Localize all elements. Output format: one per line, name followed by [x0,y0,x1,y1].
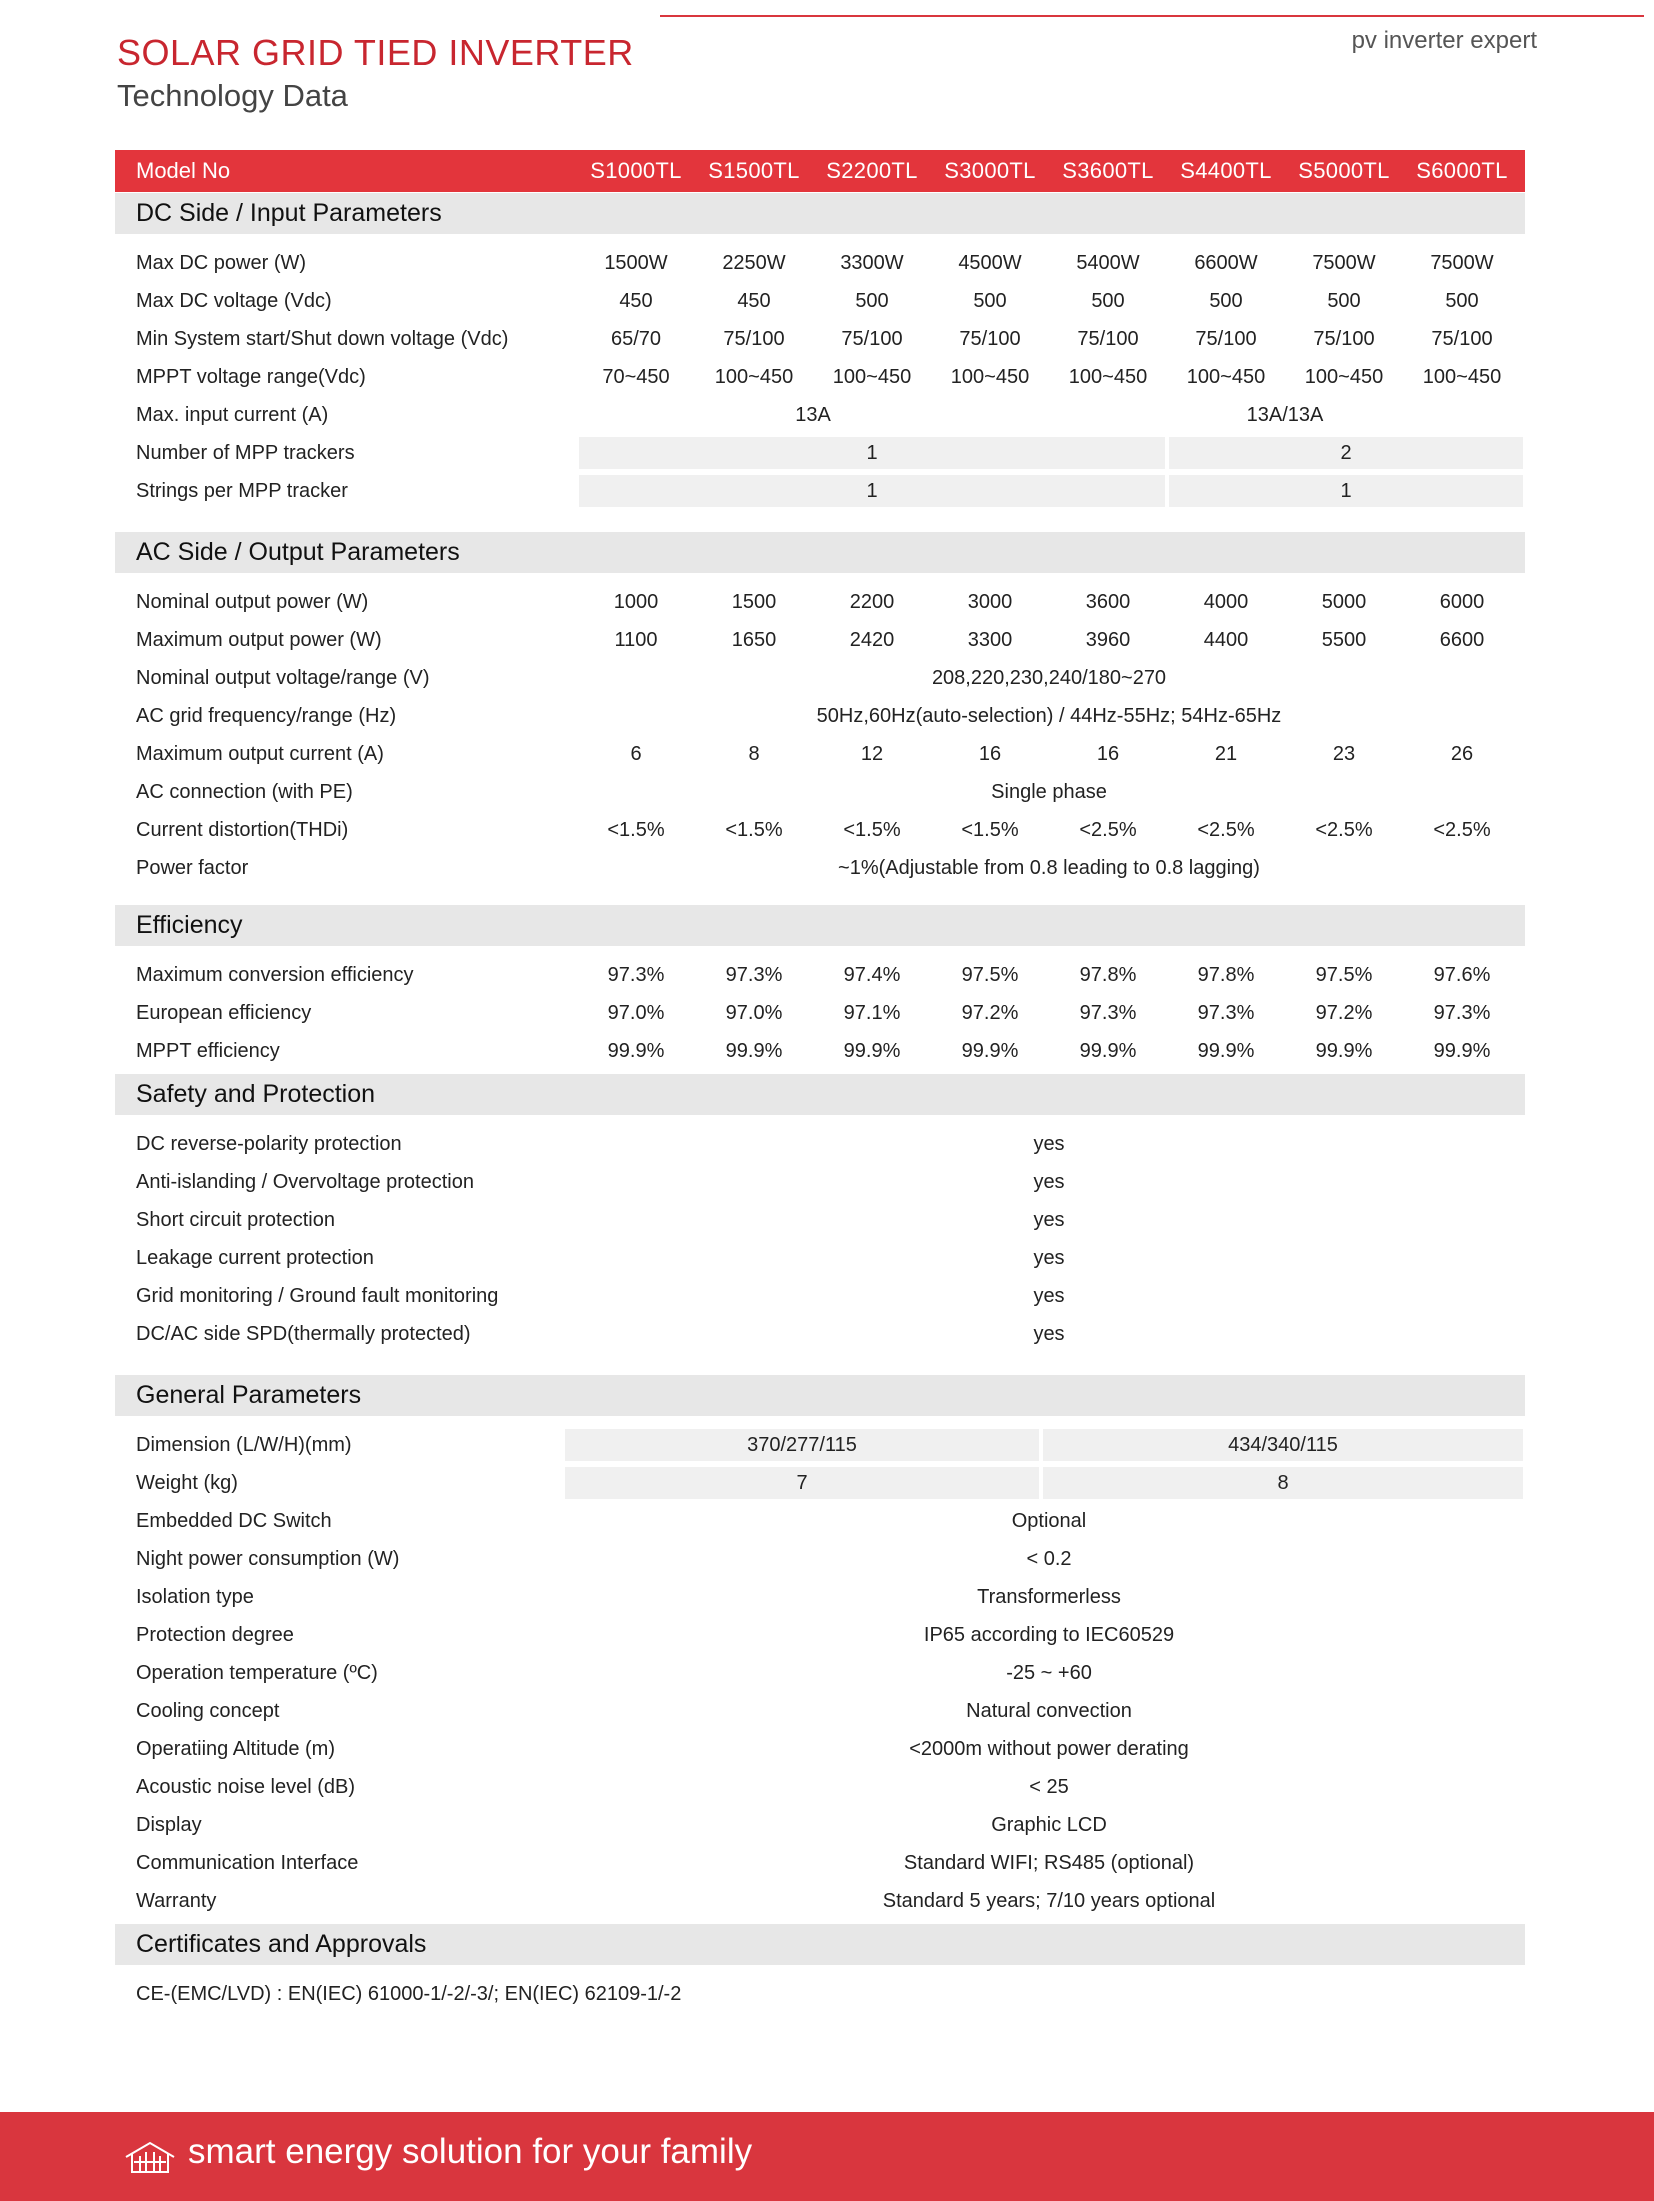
spec-value: 21 [1214,742,1238,765]
spec-value: 100~450 [1186,365,1266,388]
spec-value: 4400 [1203,628,1249,651]
spec-value: 97.8% [1079,963,1137,986]
spec-row-general [115,1578,1525,1616]
section-general: General Parameters [115,1375,1525,1416]
spec-value: 7500W [1312,251,1376,274]
spec-value: 2250W [722,251,786,274]
spec-value: 97.0% [725,1001,783,1024]
spec-value: <2.5% [1079,818,1137,841]
spec-value: <1.5% [725,818,783,841]
spec-label: Anti-islanding / Overvoltage protection [136,1170,474,1193]
spec-label: Protection degree [136,1623,294,1646]
spec-value-full: -25 ~ +60 [1006,1661,1092,1684]
spec-label: MPPT voltage range(Vdc) [136,365,366,388]
spec-value: 70~450 [602,365,670,388]
spec-value-full: Optional [1011,1509,1087,1532]
spec-value-full: Standard 5 years; 7/10 years optional [882,1889,1216,1912]
spec-value: 99.9% [1433,1039,1491,1062]
model-name: S6000TL [1416,158,1508,183]
spec-row-general [115,1540,1525,1578]
brand-tagline: pv inverter expert [1351,27,1537,54]
spec-value: 500 [1445,289,1479,312]
spec-value: 1650 [731,628,777,651]
spec-row-max-efficiency [115,956,1525,994]
footer-slogan: smart energy solution for your family [188,2132,753,2171]
section-ac-output: AC Side / Output Parameters [115,532,1525,573]
spec-value: 100~450 [832,365,912,388]
spec-value: 3300 [967,628,1013,651]
spec-row-general [115,1654,1525,1692]
section-safety: Safety and Protection [115,1074,1525,1115]
spec-label: Maximum output power (W) [136,628,382,651]
spec-value-group-left: 13A [795,403,831,426]
spec-value: 4500W [958,251,1022,274]
spec-value: 500 [1327,289,1361,312]
section-certificates: Certificates and Approvals [115,1924,1525,1965]
spec-value: 4000 [1203,590,1249,613]
spec-value-group-right: 434/340/115 [1043,1429,1523,1461]
spec-value: 1100 [614,628,658,651]
model-header-label: Model No [136,158,231,183]
spec-label: Max. input current (A) [136,403,329,426]
model-names [577,150,1525,192]
spec-table [115,150,1525,2013]
spec-value: 2420 [849,628,895,651]
spec-label: Dimension (L/W/H)(mm) [136,1433,352,1456]
certificates-text: CE-(EMC/LVD) : EN(IEC) 61000-1/-2/-3/; EN(IEC) 62109-1/-2 [136,1982,682,2005]
spec-label: DC/AC side SPD(thermally protected) [136,1322,471,1345]
spec-value: 99.9% [725,1039,783,1062]
spec-label: Operation temperature (ºC) [136,1661,378,1684]
spec-label: Warranty [136,1889,217,1912]
spec-label: Isolation type [136,1585,254,1608]
spec-row-current-distortion [115,811,1525,849]
model-header-row [115,150,1525,192]
spec-row-max-output-current [115,735,1525,773]
spec-value: 100~450 [950,365,1030,388]
spec-value: 97.3% [1079,1001,1137,1024]
page-title: SOLAR GRID TIED INVERTER [117,32,634,73]
spec-value: <2.5% [1197,818,1255,841]
spec-value-full: < 25 [1029,1775,1069,1798]
spec-row-mpp-trackers [115,434,1525,472]
spec-label: Power factor [136,856,249,879]
spec-row-safety [115,1239,1525,1277]
spec-value: 500 [973,289,1007,312]
spec-label: Max DC power (W) [136,251,307,274]
spec-value-full: 208,220,230,240/180~270 [931,666,1167,689]
spec-value: 450 [737,289,771,312]
spec-value: 97.3% [1433,1001,1491,1024]
spec-value-group-right: 13A/13A [1246,403,1324,426]
spec-label: MPPT efficiency [136,1039,280,1062]
spec-value-group-right: 2 [1169,437,1523,469]
spec-value: 75/100 [1195,327,1257,350]
spec-value: 75/100 [1313,327,1375,350]
spec-value: 7500W [1430,251,1494,274]
spec-value: 99.9% [961,1039,1019,1062]
spec-label: AC connection (with PE) [136,780,353,803]
spec-value: 6000 [1439,590,1485,613]
spec-label: Current distortion(THDi) [136,818,349,841]
spec-label: Weight (kg) [136,1471,238,1494]
spec-value: 100~450 [1422,365,1502,388]
spec-value: 100~450 [1068,365,1148,388]
spec-value: 3300W [840,251,904,274]
spec-value: 6600W [1194,251,1258,274]
spec-value: 75/100 [841,327,903,350]
spec-row-european-efficiency [115,994,1525,1032]
spec-value-full: <2000m without power derating [909,1737,1189,1760]
spec-row-max-dc-power [115,244,1525,282]
footer-banner [0,2112,1654,2201]
spec-value: 5400W [1076,251,1140,274]
spec-value-full: yes [1033,1208,1065,1231]
house-icon [124,2140,176,2174]
spec-value: 16 [978,742,1002,765]
spec-value-group-left: 7 [565,1467,1039,1499]
spec-value: 99.9% [1197,1039,1255,1062]
spec-value: 100~450 [1304,365,1384,388]
model-name: S5000TL [1298,158,1390,183]
spec-label: European efficiency [136,1001,312,1024]
spec-value-full: ~1%(Adjustable from 0.8 leading to 0.8 lagging) [838,856,1260,879]
spec-value-full: Single phase [991,780,1107,803]
spec-value: 97.2% [1315,1001,1373,1024]
spec-value: 6600 [1439,628,1485,651]
spec-value: 65/70 [610,327,662,350]
spec-value: 8 [748,742,760,765]
spec-label: Display [136,1813,202,1836]
section-dc-input: DC Side / Input Parameters [115,193,1525,234]
spec-label: Maximum conversion efficiency [136,963,414,986]
spec-label: Number of MPP trackers [136,441,355,464]
spec-label: Operatiing Altitude (m) [136,1737,335,1760]
spec-label: Embedded DC Switch [136,1509,332,1532]
spec-value: 99.9% [1315,1039,1373,1062]
spec-row-general [115,1730,1525,1768]
spec-value: 23 [1332,742,1356,765]
section-efficiency: Efficiency [115,905,1525,946]
spec-label: Maximum output current (A) [136,742,384,765]
spec-value: 97.2% [961,1001,1019,1024]
spec-value-group-left: 1 [579,437,1165,469]
spec-label: AC grid frequency/range (Hz) [136,704,397,727]
spec-row-safety [115,1315,1525,1353]
spec-value: 97.5% [1315,963,1373,986]
spec-value-group-right: 1 [1169,475,1523,507]
spec-row-general [115,1768,1525,1806]
spec-label: Min System start/Shut down voltage (Vdc) [136,327,509,350]
model-name: S1500TL [708,158,800,183]
spec-label: Max DC voltage (Vdc) [136,289,332,312]
spec-value: 97.0% [607,1001,665,1024]
spec-row-general [115,1806,1525,1844]
spec-value: 16 [1096,742,1120,765]
spec-row-power-factor [115,849,1525,887]
spec-value: 97.1% [843,1001,901,1024]
spec-value: 500 [855,289,889,312]
spec-row-dimension [115,1426,1525,1464]
spec-value: <2.5% [1315,818,1373,841]
spec-value-full: Natural convection [966,1699,1132,1722]
spec-value-group-left: 370/277/115 [565,1429,1039,1461]
spec-value: 75/100 [1431,327,1493,350]
spec-value: 97.3% [1197,1001,1255,1024]
spec-value-full: Graphic LCD [991,1813,1107,1836]
spec-row-mppt-range [115,358,1525,396]
spec-value-full: yes [1033,1246,1065,1269]
spec-value: 3600 [1085,590,1131,613]
spec-value-group-right: 8 [1043,1467,1523,1499]
model-name: S1000TL [590,158,682,183]
spec-value-full: yes [1033,1284,1065,1307]
spec-value: 97.8% [1197,963,1255,986]
spec-value-full: yes [1033,1170,1065,1193]
spec-value: 75/100 [723,327,785,350]
spec-row-general [115,1502,1525,1540]
spec-value: 97.3% [725,963,783,986]
spec-row-general [115,1844,1525,1882]
spec-value: 6 [630,742,642,765]
spec-value: 450 [619,289,653,312]
spec-label: Nominal output voltage/range (V) [136,666,430,689]
spec-value: 2200 [849,590,895,613]
spec-value: 97.4% [843,963,901,986]
spec-value-full: Standard WIFI; RS485 (optional) [903,1851,1195,1874]
spec-row-ac-connection [115,773,1525,811]
spec-value: 75/100 [959,327,1021,350]
spec-label: Nominal output power (W) [136,590,369,613]
spec-value: 97.6% [1433,963,1491,986]
spec-value: 12 [860,742,884,765]
spec-label: Leakage current protection [136,1246,374,1269]
spec-value: 500 [1091,289,1125,312]
spec-value: 3960 [1085,628,1131,651]
spec-row-strings-per-tracker [115,472,1525,510]
spec-row-safety [115,1125,1525,1163]
model-name: S4400TL [1180,158,1272,183]
spec-value: 99.9% [607,1039,665,1062]
spec-row-maximum-output-power [115,621,1525,659]
spec-value: 5500 [1321,628,1367,651]
spec-value-full: Transformerless [977,1585,1121,1608]
spec-value: 500 [1209,289,1243,312]
spec-value: 97.5% [961,963,1019,986]
spec-value: <1.5% [607,818,665,841]
spec-value: 99.9% [1079,1039,1137,1062]
spec-row-safety [115,1277,1525,1315]
spec-value: <1.5% [961,818,1019,841]
model-name: S2200TL [826,158,918,183]
spec-value: 3000 [967,590,1013,613]
spec-value: 75/100 [1077,327,1139,350]
spec-row-grid-frequency [115,697,1525,735]
spec-row-max-dc-voltage [115,282,1525,320]
spec-value: 26 [1450,742,1474,765]
model-name: S3000TL [944,158,1036,183]
spec-row-general [115,1692,1525,1730]
spec-row-weight [115,1464,1525,1502]
spec-value: 1500 [731,590,777,613]
spec-label: Acoustic noise level (dB) [136,1775,355,1798]
spec-label: Strings per MPP tracker [136,479,348,502]
spec-label: Communication Interface [136,1851,359,1874]
header-rule [660,15,1644,17]
spec-value: 97.3% [607,963,665,986]
spec-label: Cooling concept [136,1699,280,1722]
spec-value: 1000 [613,590,659,613]
spec-row-general [115,1616,1525,1654]
spec-label: Night power consumption (W) [136,1547,400,1570]
spec-value: <2.5% [1433,818,1491,841]
spec-label: Grid monitoring / Ground fault monitoring [136,1284,499,1307]
spec-value: <1.5% [843,818,901,841]
spec-row-safety [115,1163,1525,1201]
spec-label: DC reverse-polarity protection [136,1132,402,1155]
spec-value-full: 50Hz,60Hz(auto-selection) / 44Hz-55Hz; 54Hz-65Hz [816,704,1282,727]
spec-row-nominal-output-power [115,583,1525,621]
spec-value-full: IP65 according to IEC60529 [923,1623,1175,1646]
spec-value-group-left: 1 [579,475,1165,507]
spec-value: 1500W [604,251,668,274]
spec-value-full: < 0.2 [1026,1547,1072,1570]
spec-row-safety [115,1201,1525,1239]
spec-value-full: yes [1033,1132,1065,1155]
spec-row-min-voltage [115,320,1525,358]
spec-value: 5000 [1321,590,1367,613]
spec-value: 100~450 [714,365,794,388]
page-subtitle: Technology Data [117,78,348,113]
spec-label: Short circuit protection [136,1208,335,1231]
spec-row-mppt-efficiency [115,1032,1525,1070]
spec-row-output-voltage [115,659,1525,697]
model-name: S3600TL [1062,158,1154,183]
spec-row-max-input-current [115,396,1525,434]
spec-value: 99.9% [843,1039,901,1062]
spec-value-full: yes [1033,1322,1065,1345]
spec-row-general [115,1882,1525,1920]
